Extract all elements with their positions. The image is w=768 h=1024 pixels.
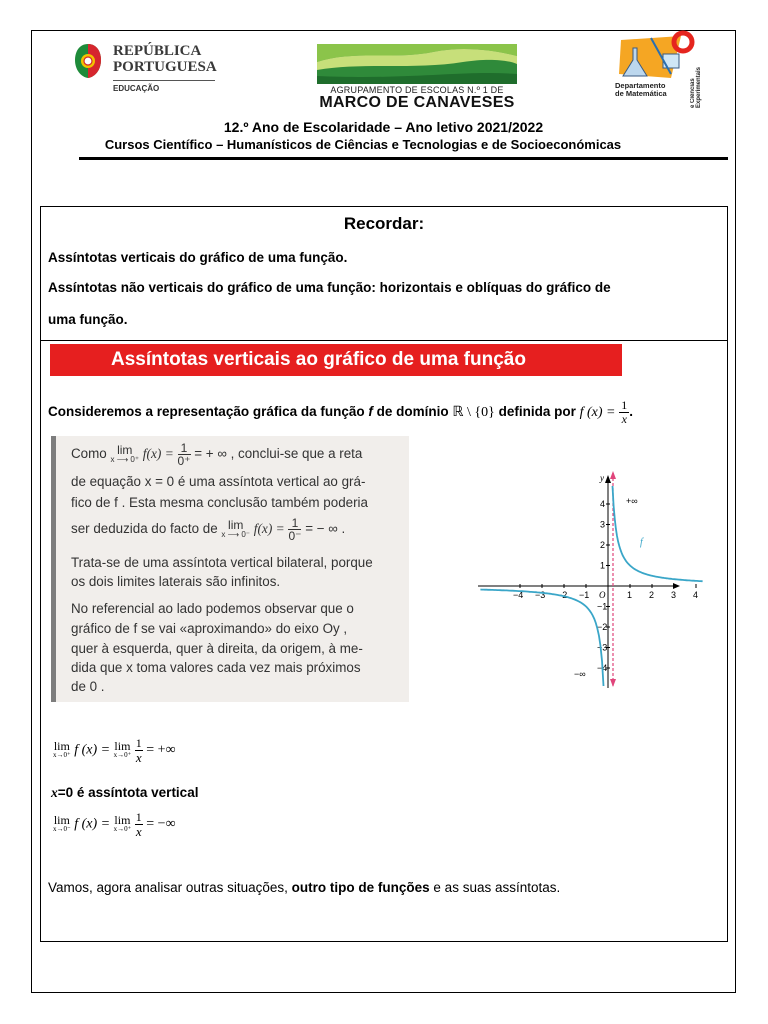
domain-expression: ℝ \ {0}	[452, 405, 495, 421]
fraction: $\frac{1}{x}$	[621, 398, 628, 426]
department-name: Departamento de Matemática	[615, 81, 667, 98]
excerpt-line: os dois limites laterais são infinitos.	[71, 574, 281, 589]
school-year-heading: 12.º Ano de Escolaridade – Ano letivo 2021/2022	[223, 119, 544, 135]
recordar-title: Recordar:	[343, 214, 425, 233]
department-side-label: e Ciências Experimentais	[690, 66, 702, 108]
school-group-label: AGRUPAMENTO DE ESCOLAS N.º 1 DE	[330, 85, 504, 95]
asymptote-statement: x=0 é assíntota vertical	[51, 785, 199, 800]
divider	[113, 80, 215, 81]
excerpt-line: dida que x toma valores cada vez mais próximos	[71, 660, 361, 675]
department-logo	[611, 30, 703, 108]
y-tick-label: −2	[597, 622, 608, 632]
y-axis	[605, 475, 611, 688]
limit-formula-left: lim x→0⁻ f (x) = lim x→0⁺ $\frac{1}{x}$ = −∞	[53, 810, 176, 839]
x-tick-label: 3	[671, 590, 677, 600]
excerpt-line: Como lim x ⟶ 0⁺ f(x) = $\frac{1}{0^+}$ = + ∞ , conclui-se que a reta	[71, 441, 363, 468]
x-tick-label: 4	[693, 590, 699, 600]
excerpt-bar	[51, 436, 56, 702]
excerpt-line: ser deduzida do facto de lim x ⟶ 0⁻ f(x) = $\frac{1}{0^-}$ = − ∞ .	[71, 516, 346, 543]
y-tick-label: 4	[600, 499, 606, 509]
document-header	[31, 30, 736, 180]
y-tick-label: 2	[600, 540, 606, 550]
excerpt-line: de 0 .	[71, 679, 105, 694]
textbook-excerpt	[51, 436, 409, 702]
closing-sentence: Vamos, agora analisar outras situações, outro tipo de funções e as suas assíntotas.	[48, 880, 561, 895]
header-rule	[79, 157, 728, 160]
x-tick-label: −2	[557, 590, 568, 600]
excerpt-line: Trata-se de uma assíntota vertical bilateral, porque	[71, 555, 373, 570]
excerpt-line: de equação x = 0 é uma assíntota vertical ao grá-	[71, 474, 366, 489]
x-tick-label: −4	[513, 590, 524, 600]
school-logo	[313, 40, 521, 110]
x-tick-label: −3	[535, 590, 546, 600]
excerpt-line: quer à esquerda, quer à direita, da origem, à me-	[71, 641, 363, 656]
landscape-icon	[313, 40, 521, 86]
section-banner	[50, 344, 622, 376]
minus-infinity-label: −∞	[574, 669, 586, 679]
gov-subtitle: EDUCAÇÃO	[113, 84, 160, 93]
gov-title: REPÚBLICA PORTUGUESA	[113, 43, 217, 75]
asymptote-arrow-down	[610, 679, 616, 687]
x-tick-label: 2	[649, 590, 655, 600]
school-name: MARCO DE CANAVESES	[319, 94, 515, 111]
y-tick-label: −3	[597, 642, 608, 653]
y-tick-label: 1	[600, 560, 606, 571]
asymptote-arrow-up	[610, 471, 616, 479]
section-divider	[41, 340, 727, 341]
x-tick-label: 1	[627, 590, 633, 600]
y-tick-label: −4	[597, 663, 608, 673]
course-heading: Cursos Científico – Humanísticos de Ciências e Tecnologias e de Socioeconómicas	[104, 137, 622, 152]
limit-formula-right: lim x→0⁺ f (x) = lim x→0⁺ $\frac{1}{x}$ = +∞	[53, 736, 176, 765]
recordar-item: Assíntotas não verticais do gráfico de uma função: horizontais e oblíquas do gráfico de	[48, 280, 611, 295]
x-tick-label: −1	[579, 590, 590, 600]
section-banner-title: Assíntotas verticais ao gráfico de uma função	[111, 349, 526, 370]
function-expression: f (x) =	[579, 405, 616, 421]
recordar-item: uma função.	[48, 312, 128, 327]
y-tick-label: 3	[600, 519, 606, 530]
portugal-emblem-icon	[73, 42, 103, 80]
content-box	[40, 206, 728, 942]
function-graph	[474, 465, 699, 690]
curve-label: f	[640, 537, 643, 548]
recordar-item: Assíntotas verticais do gráfico de uma função.	[48, 250, 348, 265]
x-axis	[478, 583, 680, 589]
republica-portuguesa-logo	[73, 42, 223, 94]
excerpt-line: fico de f . Esta mesma conclusão também poderia	[71, 495, 368, 510]
plus-infinity-label: +∞	[626, 496, 638, 506]
y-axis-label: y	[600, 473, 604, 483]
origin-label: O	[599, 590, 606, 600]
excerpt-line: No referencial ao lado podemos observar que o	[71, 601, 354, 616]
excerpt-line: gráfico de f se vai «aproximando» do eixo Oy ,	[71, 621, 348, 636]
function-definition: Consideremos a representação gráfica da função f de domínio ℝ \ {0} definida por f (x) = $\frac{1}{x}$ .	[48, 398, 634, 426]
y-tick-label: −1	[597, 601, 608, 612]
